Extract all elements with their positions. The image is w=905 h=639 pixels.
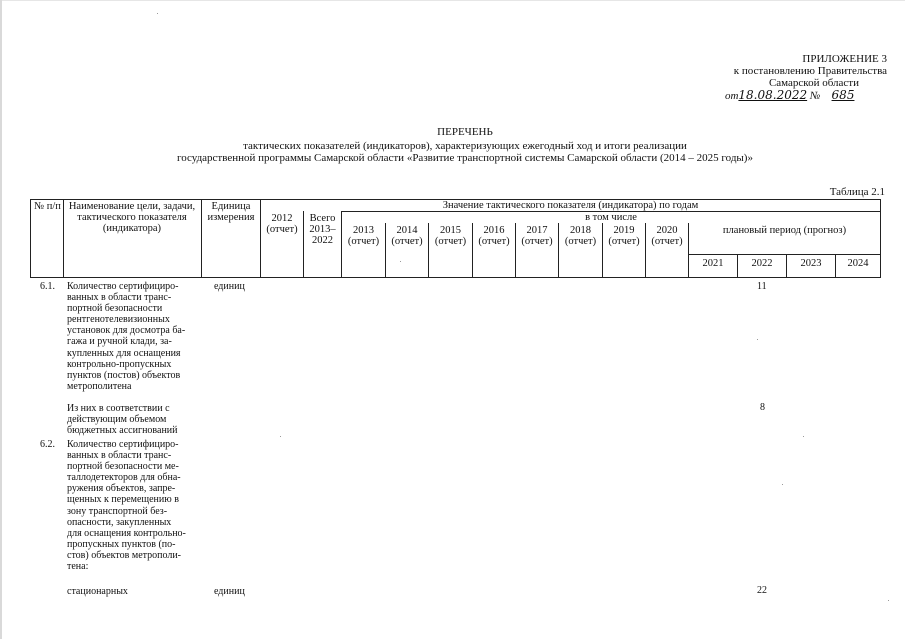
row-description [67,586,197,597]
year-note: (отчет) [347,236,380,247]
scan-speck [782,484,783,485]
scan-speck [803,436,804,437]
description-line: для оснащения контрольно- [67,527,186,539]
header-planned-period: плановый период (прогноз) [722,225,847,236]
row-value-2022: 22 [757,585,767,596]
row-number: 6.2. [40,439,55,450]
heading-title: ПЕРЕЧЕНЬ [437,126,493,138]
year-2012: 2012 [271,213,293,224]
description-line: Из них в соответствии с [67,403,170,414]
description-line: зону транспортной без- [67,505,168,517]
year-note: (отчет) [651,236,683,247]
planned-year: 2024 [847,258,869,269]
description-line: рентгенотелевизионных [67,314,170,326]
year-label: 2019 [613,225,635,236]
row-description [67,439,197,572]
scan-speck [157,13,158,14]
planned-year: 2021 [702,258,724,269]
handwritten-date: 18.08.2022 [738,88,808,102]
description-line: таллодетекторов для обна- [67,472,181,484]
year-label: 2018 [570,225,591,236]
row-description [67,281,197,392]
year-label: 2014 [396,225,418,236]
row-number: 6.1. [40,281,55,292]
header-col-number: № п/п [34,201,61,212]
header-col-unit: Единица измерения [207,201,255,223]
number-prefix: № [809,90,821,102]
year-note: (отчет) [478,236,510,247]
scan-speck [757,339,758,340]
planned-year: 2022 [751,258,773,269]
year-note: (отчет) [391,236,423,247]
description-line: портной безопасности [67,303,163,315]
appendix-line2: Самарской области [768,77,859,89]
year-2012-note: (отчет) [266,224,298,235]
table-label: Таблица 2.1 [829,186,885,198]
description-line: опасности, закупленных [67,516,172,528]
year-note: (отчет) [521,236,553,247]
description-line: гажа и ручной клади, за- [67,336,172,348]
description-line: купленных для оснащения [67,347,181,359]
description-line: тена: [67,561,89,573]
description-line: установок для досмотра ба- [67,325,186,337]
row-description [67,403,197,436]
scan-speck [400,261,401,262]
appendix-title: ПРИЛОЖЕНИЕ 3 [802,53,887,65]
description-line: Количество сертифициро- [67,439,179,450]
header-col-name: Наименование цели, задачи, тактического показателя (индикатора) [68,201,196,234]
description-line: ванных в области транс- [67,292,172,304]
description-line: стационарных [67,586,128,597]
description-line: контрольно-пропускных [67,358,172,370]
description-line: щенных к перемещению в [67,494,179,506]
year-label: 2015 [440,225,461,236]
header-group-title: Значение тактического показателя (индикатора) по годам [442,200,699,211]
total-label: Всего [309,213,336,224]
description-line: ружения объектов, запре- [67,483,176,495]
handwritten-number: 685 [831,88,855,102]
row-value-2022: 8 [760,402,765,413]
planned-year: 2023 [800,258,822,269]
row-value-2022: 11 [757,281,767,292]
description-line: бюджетных ассигнований [67,425,178,437]
description-line: действующим объемом [67,414,167,426]
description-line: портной безопасности ме- [67,461,179,473]
heading-line2: государственной программы Самарской области «Развитие транспортной системы Самарской области (2014 – 2025 годы)» [177,152,753,164]
heading-line1: тактических показателей (индикаторов), характеризующих ежегодный ход и итоги реализации [243,140,687,152]
total-range-end: 2022 [312,235,333,246]
header-subgroup-title: в том числе [585,212,637,223]
description-line: ванных в области транс- [67,450,172,462]
date-prefix: от [724,90,739,102]
year-note: (отчет) [564,236,597,247]
year-label: 2013 [353,225,374,236]
scan-speck [280,436,281,437]
year-note: (отчет) [434,236,467,247]
description-line: пунктов (постов) объектов [67,369,181,381]
year-label: 2020 [656,225,678,236]
description-line: пропускных пунктов (по- [67,538,176,550]
appendix-line1: к постановлению Правительства [733,65,887,77]
description-line: метрополитена [67,380,132,392]
description-line: Количество сертифициро- [67,281,179,292]
year-label: 2016 [483,225,505,236]
total-range-start: 2013– [309,224,336,235]
year-label: 2017 [526,225,548,236]
row-unit: единиц [214,281,245,292]
row-unit: единиц [214,586,245,597]
description-line: стов) объектов метрополи- [67,549,182,561]
year-note: (отчет) [608,236,640,247]
scan-speck [888,600,889,601]
